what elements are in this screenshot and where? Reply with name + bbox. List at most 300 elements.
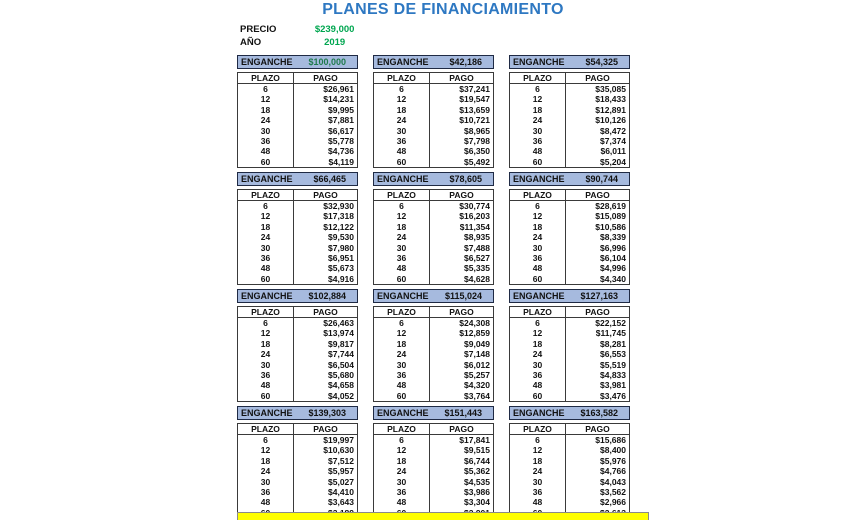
payment-row [510,201,629,211]
payment-row [374,136,493,146]
plan-block [509,172,630,283]
plazo-cell: 24 [510,349,566,359]
pago-cell: $4,996 [600,263,626,274]
pago-cell: $35,085 [595,84,626,94]
pago-cell: $7,881 [328,115,354,126]
pago-cell: $4,320 [464,380,490,391]
payment-row [510,263,629,273]
payment-row [510,222,629,232]
payment-table [509,423,630,519]
plazo-column-header: PLAZO [510,73,566,83]
pago-cell: $5,257 [464,369,490,380]
pago-cell: $11,354 [459,221,490,232]
payment-row [238,466,357,476]
plan-block [509,55,630,166]
pago-cell: $4,340 [600,273,626,284]
enganche-header-bar [237,406,358,420]
pago-cell: $6,504 [328,359,354,370]
payment-row [238,318,357,328]
payment-table [509,306,630,402]
plazo-cell: 24 [238,232,294,242]
enganche-value: $78,605 [449,173,482,184]
payment-row [374,84,493,94]
plazo-cell: 36 [238,370,294,380]
payment-table-header [238,307,357,318]
payment-row [238,477,357,487]
plazo-cell: 12 [374,328,430,338]
payment-row [374,339,493,349]
payment-row [510,391,629,401]
plazo-cell: 36 [510,136,566,146]
plazo-cell: 60 [374,391,430,401]
payment-row [510,136,629,146]
enganche-value: $100,000 [308,56,346,67]
payment-row [238,391,357,401]
enganche-label: ENGANCHE [513,56,565,67]
pago-cell: $5,519 [600,359,626,370]
plazo-cell: 36 [238,253,294,263]
payment-row [238,360,357,370]
payment-row [374,222,493,232]
pago-cell: $6,617 [328,125,354,136]
pago-cell: $15,089 [595,211,626,222]
enganche-label: ENGANCHE [241,56,293,67]
payment-row [510,126,629,136]
payment-table-body [510,84,629,167]
plazo-column-header: PLAZO [374,190,430,200]
payment-row [510,349,629,359]
price-year-info [240,23,359,49]
enganche-header-bar [373,172,494,186]
payment-table-header [238,190,357,201]
plazo-cell: 6 [374,318,430,328]
payment-row [238,487,357,497]
payment-row [374,115,493,125]
payment-row [374,349,493,359]
payment-row [238,94,357,104]
payment-table-header [374,307,493,318]
pago-cell: $13,974 [323,328,354,339]
plazo-cell: 12 [238,445,294,455]
pago-column-header: PAGO [313,73,338,83]
payment-row [238,146,357,156]
payment-table [237,306,358,402]
pago-column-header: PAGO [585,424,610,434]
pago-cell: $12,859 [459,328,490,339]
pago-cell: $37,241 [459,84,490,94]
payment-table [237,72,358,168]
pago-cell: $14,231 [323,94,354,105]
pago-cell: $3,643 [328,497,354,508]
plazo-cell: 6 [510,435,566,445]
pago-column-header: PAGO [585,190,610,200]
plazo-cell: 30 [238,477,294,487]
pago-cell: $6,996 [600,242,626,253]
enganche-value: $115,024 [444,290,482,301]
payment-row [510,84,629,94]
plazo-cell: 24 [374,115,430,125]
plazo-cell: 36 [374,487,430,497]
pago-cell: $11,745 [595,328,626,339]
plazo-cell: 18 [374,105,430,115]
enganche-label: ENGANCHE [241,173,293,184]
pago-cell: $8,339 [600,232,626,243]
plazo-cell: 36 [238,487,294,497]
payment-row [374,380,493,390]
payment-table [373,72,494,168]
enganche-header-bar [373,55,494,69]
payment-row [238,456,357,466]
payment-table-header [510,190,629,201]
payment-row [374,391,493,401]
payment-table-header [238,424,357,435]
pago-cell: $9,995 [328,104,354,115]
payment-row [238,201,357,211]
plazo-cell: 18 [238,456,294,466]
plazo-cell: 60 [510,274,566,284]
payment-table [237,423,358,519]
enganche-header-bar [509,55,630,69]
pago-cell: $5,027 [328,476,354,487]
pago-cell: $17,841 [459,435,490,445]
payment-row [374,146,493,156]
enganche-value: $163,582 [580,407,618,418]
payment-row [374,456,493,466]
payment-row [238,445,357,455]
pago-cell: $16,203 [459,211,490,222]
plan-block [373,172,494,283]
plazo-cell: 18 [374,456,430,466]
enganche-label: ENGANCHE [241,290,293,301]
plazo-cell: 36 [510,487,566,497]
payment-table-body [238,201,357,284]
pago-cell: $12,122 [323,221,354,232]
plazo-cell: 36 [374,370,430,380]
plazo-cell: 6 [238,201,294,211]
plazo-cell: 48 [238,263,294,273]
plan-block [237,289,358,400]
enganche-value: $151,443 [444,407,482,418]
payment-row [374,487,493,497]
pago-cell: $4,043 [600,476,626,487]
pago-cell: $17,318 [323,211,354,222]
payment-table-body [238,435,357,518]
payment-row [510,232,629,242]
pago-cell: $10,721 [459,115,490,126]
plazo-cell: 48 [374,497,430,507]
pago-cell: $18,433 [595,94,626,105]
next-section-partial-highlight [237,512,649,520]
precio-label: PRECIO [240,24,277,35]
pago-cell: $5,957 [328,466,354,477]
pago-column-header: PAGO [449,190,474,200]
plazo-cell: 18 [238,339,294,349]
payment-row [510,253,629,263]
ano-label: AÑO [240,37,262,48]
enganche-header-bar [373,406,494,420]
plazo-cell: 12 [374,94,430,104]
payment-row [238,222,357,232]
plazo-cell: 12 [510,211,566,221]
pago-cell: $24,308 [459,318,490,328]
plazo-cell: 12 [374,445,430,455]
plan-block [373,55,494,166]
payment-table-header [510,73,629,84]
payment-row [374,370,493,380]
plazo-cell: 12 [238,211,294,221]
enganche-label: ENGANCHE [377,407,429,418]
pago-cell: $6,104 [600,252,626,263]
plazo-column-header: PLAZO [374,424,430,434]
enganche-value: $54,325 [585,56,618,67]
payment-table [373,306,494,402]
enganche-header-bar [509,172,630,186]
payment-table-body [238,84,357,167]
plazo-cell: 30 [374,360,430,370]
pago-cell: $5,335 [464,263,490,274]
pago-cell: $7,980 [328,242,354,253]
plazo-cell: 30 [374,243,430,253]
payment-row [510,146,629,156]
plazo-cell: 6 [374,84,430,94]
precio-value: $239,000 [314,24,355,35]
pago-column-header: PAGO [585,73,610,83]
plazo-column-header: PLAZO [238,424,294,434]
payment-table-header [374,73,493,84]
payment-row [374,232,493,242]
pago-cell: $4,119 [328,156,354,167]
plazo-cell: 24 [238,115,294,125]
plazo-cell: 6 [238,84,294,94]
pago-column-header: PAGO [313,424,338,434]
payment-table-header [510,307,629,318]
pago-cell: $13,659 [459,104,490,115]
ano-value: 2019 [324,37,346,48]
payment-row [510,466,629,476]
payment-table [509,189,630,285]
pago-cell: $4,916 [328,273,354,284]
pago-cell: $4,658 [328,380,354,391]
payment-table [373,423,494,519]
payment-row [238,328,357,338]
payment-row [510,157,629,167]
payment-row [238,136,357,146]
payment-row [510,243,629,253]
pago-cell: $3,986 [464,486,490,497]
payment-row [238,339,357,349]
payment-row [238,84,357,94]
payment-row [510,115,629,125]
pago-column-header: PAGO [449,307,474,317]
plazo-cell: 60 [510,157,566,167]
plans-grid [237,55,630,517]
plazo-cell: 18 [374,339,430,349]
pago-cell: $5,976 [600,455,626,466]
enganche-header-bar [237,172,358,186]
plan-block [373,289,494,400]
payment-row [238,497,357,507]
payment-row [510,360,629,370]
pago-cell: $4,052 [328,390,354,401]
plazo-cell: 60 [374,157,430,167]
pago-cell: $3,764 [464,390,490,401]
payment-row [510,328,629,338]
plan-block [237,406,358,517]
plazo-cell: 18 [238,105,294,115]
payment-row [510,94,629,104]
payment-table-body [374,84,493,167]
payment-table-body [374,201,493,284]
plazo-cell: 6 [510,201,566,211]
pago-cell: $6,951 [328,252,354,263]
enganche-label: ENGANCHE [377,290,429,301]
pago-cell: $10,586 [595,221,626,232]
payment-row [374,466,493,476]
enganche-value: $66,465 [313,173,346,184]
plazo-cell: 30 [510,243,566,253]
pago-cell: $8,965 [464,125,490,136]
pago-cell: $4,628 [464,273,490,284]
plazo-cell: 36 [374,136,430,146]
pago-cell: $8,935 [464,232,490,243]
plazo-cell: 6 [238,435,294,445]
plazo-cell: 60 [510,391,566,401]
payment-row [510,497,629,507]
payment-table [373,189,494,285]
pago-cell: $6,744 [464,455,490,466]
payment-row [238,380,357,390]
payment-row [374,318,493,328]
payment-row [374,497,493,507]
page-title: PLANES DE FINANCIAMIENTO [322,1,564,18]
pago-cell: $6,350 [464,146,490,157]
pago-cell: $3,562 [600,486,626,497]
pago-cell: $5,778 [328,135,354,146]
payment-row [238,105,357,115]
pago-cell: $5,673 [328,263,354,274]
enganche-value: $102,884 [308,290,346,301]
pago-cell: $9,817 [328,338,354,349]
pago-cell: $4,535 [464,476,490,487]
plazo-column-header: PLAZO [238,307,294,317]
payment-table-header [510,424,629,435]
pago-cell: $5,492 [464,156,490,167]
plazo-cell: 48 [374,146,430,156]
plazo-cell: 48 [510,263,566,273]
plazo-cell: 18 [374,222,430,232]
plazo-cell: 30 [238,360,294,370]
plazo-cell: 24 [374,232,430,242]
pago-cell: $5,204 [600,156,626,167]
plazo-cell: 30 [510,360,566,370]
pago-cell: $19,997 [323,435,354,445]
pago-cell: $2,966 [600,497,626,508]
pago-cell: $4,410 [328,486,354,497]
plazo-column-header: PLAZO [510,190,566,200]
payment-row [374,328,493,338]
payment-row [510,211,629,221]
enganche-header-bar [373,289,494,303]
pago-cell: $7,148 [464,349,490,360]
pago-cell: $22,152 [595,318,626,328]
payment-row [374,477,493,487]
plazo-cell: 12 [510,445,566,455]
plazo-cell: 6 [510,318,566,328]
pago-cell: $32,930 [323,201,354,211]
pago-column-header: PAGO [313,190,338,200]
plazo-cell: 18 [510,339,566,349]
payment-table-body [510,435,629,518]
pago-cell: $8,472 [600,125,626,136]
plazo-cell: 12 [510,328,566,338]
precio-row [240,23,359,36]
payment-row [374,435,493,445]
plan-block [509,406,630,517]
pago-cell: $9,049 [464,338,490,349]
pago-cell: $12,891 [595,104,626,115]
pago-column-header: PAGO [585,307,610,317]
pago-cell: $4,833 [600,369,626,380]
payment-row [510,339,629,349]
plazo-cell: 24 [374,349,430,359]
payment-row [510,435,629,445]
payment-row [510,456,629,466]
pago-cell: $30,774 [459,201,490,211]
payment-row [374,126,493,136]
plazo-cell: 48 [510,146,566,156]
plan-block [373,406,494,517]
plazo-cell: 36 [374,253,430,263]
plazo-cell: 24 [374,466,430,476]
payment-table-header [374,424,493,435]
payment-row [374,157,493,167]
plazo-cell: 48 [238,146,294,156]
payment-row [238,349,357,359]
pago-column-header: PAGO [313,307,338,317]
plazo-cell: 30 [510,477,566,487]
payment-row [238,211,357,221]
pago-cell: $10,630 [323,445,354,456]
plazo-cell: 30 [238,243,294,253]
pago-cell: $5,680 [328,369,354,380]
enganche-value: $127,163 [580,290,618,301]
payment-table-body [510,201,629,284]
pago-cell: $3,304 [464,497,490,508]
pago-cell: $7,744 [328,349,354,360]
pago-cell: $8,281 [600,338,626,349]
pago-column-header: PAGO [449,424,474,434]
payment-row [510,380,629,390]
enganche-value: $42,186 [449,56,482,67]
plazo-cell: 48 [238,380,294,390]
enganche-header-bar [237,289,358,303]
payment-row [374,263,493,273]
enganche-label: ENGANCHE [377,173,429,184]
pago-cell: $26,961 [323,84,354,94]
pago-cell: $6,527 [464,252,490,263]
plan-block [237,55,358,166]
plazo-cell: 36 [510,370,566,380]
payment-row [510,445,629,455]
enganche-value: $90,744 [585,173,618,184]
plazo-cell: 36 [510,253,566,263]
payment-row [374,211,493,221]
enganche-label: ENGANCHE [513,290,565,301]
payment-row [374,360,493,370]
pago-cell: $3,476 [600,390,626,401]
pago-cell: $28,619 [595,201,626,211]
payment-row [238,232,357,242]
